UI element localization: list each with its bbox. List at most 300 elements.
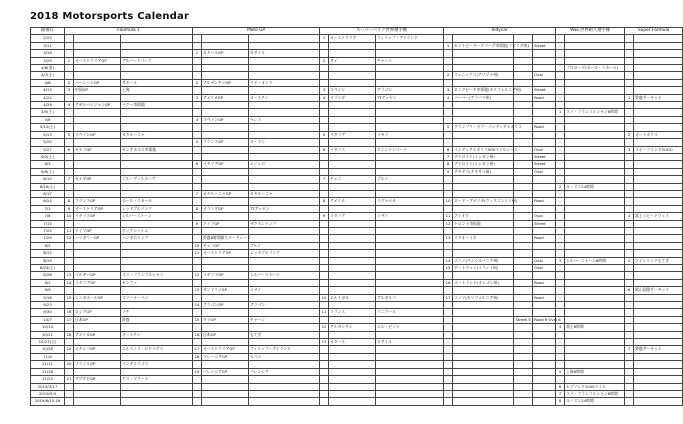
f1-round-cell bbox=[65, 72, 74, 79]
f1-circuit-cell bbox=[121, 242, 193, 249]
wec-race-cell bbox=[565, 376, 625, 383]
indycar-note-cell bbox=[514, 353, 533, 360]
f1-round-cell bbox=[65, 250, 74, 257]
sbk-country-cell bbox=[329, 331, 376, 338]
indycar-note-cell bbox=[514, 294, 533, 301]
f1-round-cell bbox=[65, 168, 74, 175]
date-cell: 3/25 bbox=[31, 57, 65, 64]
indycar-venue-cell bbox=[453, 272, 514, 279]
indycar-note-cell bbox=[514, 168, 533, 175]
indycar-note-cell bbox=[514, 302, 533, 309]
indycar-round-cell bbox=[444, 383, 453, 390]
sbk-circuit-cell: エル・ビジャ bbox=[376, 324, 444, 331]
indycar-round-cell bbox=[444, 205, 453, 212]
indycar-type-cell bbox=[533, 302, 556, 309]
table-row bbox=[31, 72, 683, 79]
indycar-round-cell bbox=[444, 131, 453, 138]
sf-circuit-cell: オートポリス bbox=[634, 131, 683, 138]
sbk-country-cell bbox=[329, 361, 376, 368]
indycar-round-cell: 8 bbox=[444, 161, 453, 168]
sbk-round-cell bbox=[320, 302, 329, 309]
wec-race-cell bbox=[565, 361, 625, 368]
f1-circuit-cell: バクー市街地 bbox=[121, 102, 193, 109]
indycar-round-cell bbox=[444, 139, 453, 146]
f1-gp-cell bbox=[74, 50, 121, 57]
sbk-circuit-cell bbox=[376, 50, 444, 57]
indycar-type-cell bbox=[533, 205, 556, 212]
wec-round-cell bbox=[556, 235, 565, 242]
sbk-circuit-cell: アラゴン bbox=[376, 87, 444, 94]
table-row bbox=[31, 309, 683, 316]
indycar-round-cell: 15 bbox=[444, 265, 453, 272]
indycar-type-cell: Road 6 Oval 6 bbox=[534, 316, 561, 322]
f1-gp-cell bbox=[74, 390, 121, 397]
sf-circuit-cell bbox=[634, 109, 683, 116]
indycar-venue-cell bbox=[453, 309, 514, 316]
motogp-gp-cell bbox=[202, 57, 249, 64]
wec-race-cell bbox=[565, 153, 625, 160]
wec-round-cell bbox=[556, 35, 565, 42]
motogp-round-cell bbox=[193, 279, 202, 286]
sbk-circuit-cell: ドニントンパーク bbox=[376, 146, 444, 153]
indycar-type-cell bbox=[533, 227, 556, 234]
sf-circuit-cell bbox=[634, 383, 683, 390]
indycar-note-cell bbox=[514, 65, 533, 72]
sf-circuit-cell: 富士スピードウェイ bbox=[634, 213, 683, 220]
motogp-circuit-cell bbox=[249, 102, 320, 109]
sbk-circuit-cell: フィリップ・アイランド bbox=[376, 35, 444, 42]
indycar-round-cell bbox=[444, 353, 453, 360]
date-cell: 9/2 bbox=[31, 279, 65, 286]
wec-round-cell bbox=[556, 79, 565, 86]
sbk-round-cell: 13 bbox=[320, 339, 329, 346]
f1-gp-cell: オーストラリアGP bbox=[74, 57, 121, 64]
sf-circuit-cell: 鈴鹿サーキット bbox=[634, 346, 683, 353]
table-row bbox=[31, 190, 683, 197]
sbk-round-cell: 8 bbox=[320, 198, 329, 205]
wec-race-cell bbox=[565, 331, 625, 338]
motogp-circuit-cell: ヘレス bbox=[249, 116, 320, 123]
indycar-venue-cell bbox=[453, 65, 514, 72]
indycar-note-cell bbox=[514, 57, 533, 64]
sf-circuit-cell bbox=[634, 309, 683, 316]
wec-race-cell bbox=[565, 316, 625, 323]
sf-round-cell bbox=[625, 161, 634, 168]
f1-circuit-cell: ポール・リカール bbox=[121, 198, 193, 205]
indycar-round-cell bbox=[444, 242, 453, 249]
date-cell: 2019/6/15-16 bbox=[31, 398, 65, 405]
motogp-round-cell: 4 bbox=[193, 116, 202, 123]
date-cell: 9/9 bbox=[31, 287, 65, 294]
wec-round-cell bbox=[556, 50, 565, 57]
motogp-round-cell bbox=[193, 131, 202, 138]
motogp-gp-cell: 日本GP bbox=[202, 331, 249, 338]
calendar-body bbox=[31, 35, 683, 405]
indycar-venue-cell bbox=[453, 205, 514, 212]
wec-round-cell bbox=[556, 168, 565, 175]
indycar-type-cell: Road bbox=[533, 198, 556, 205]
motogp-gp-cell bbox=[202, 42, 249, 49]
f1-circuit-cell bbox=[121, 109, 193, 116]
header-f1: Foumula 1 bbox=[65, 28, 193, 35]
sf-round-cell bbox=[625, 383, 634, 390]
wec-race-cell: 富士6時間 bbox=[565, 324, 625, 331]
sbk-country-cell: イタリア bbox=[329, 213, 376, 220]
table-row bbox=[31, 339, 683, 346]
sbk-circuit-cell: ミザノ bbox=[376, 213, 444, 220]
indycar-note-cell bbox=[514, 272, 533, 279]
f1-round-cell: 20 bbox=[65, 361, 74, 368]
indycar-type-cell: Oval bbox=[533, 257, 556, 264]
motogp-circuit-cell bbox=[249, 279, 320, 286]
f1-circuit-cell bbox=[121, 50, 193, 57]
f1-circuit-cell: 上海 bbox=[121, 87, 193, 94]
f1-round-cell: 7 bbox=[65, 176, 74, 183]
wec-round-cell bbox=[556, 198, 565, 205]
sbk-country-cell bbox=[329, 79, 376, 86]
sbk-country-cell bbox=[329, 124, 376, 131]
motogp-round-cell: 8 bbox=[193, 205, 202, 212]
f1-circuit-cell: ソチ bbox=[121, 309, 193, 316]
wec-round-cell bbox=[556, 265, 565, 272]
sbk-country-cell bbox=[329, 383, 376, 390]
sf-round-cell bbox=[625, 79, 634, 86]
f1-gp-cell bbox=[74, 42, 121, 49]
motogp-round-cell: 6 bbox=[193, 161, 202, 168]
date-cell: 4/29 bbox=[31, 102, 65, 109]
indycar-venue-cell bbox=[453, 324, 514, 331]
indycar-note-cell bbox=[514, 331, 533, 338]
motogp-gp-cell bbox=[202, 309, 249, 316]
sbk-round-cell bbox=[320, 235, 329, 242]
f1-circuit-cell bbox=[121, 168, 193, 175]
table-row bbox=[31, 102, 683, 109]
sbk-round-cell bbox=[320, 72, 329, 79]
table-row bbox=[31, 161, 683, 168]
motogp-circuit-cell: チャーン bbox=[249, 316, 320, 323]
table-row bbox=[31, 42, 683, 49]
f1-circuit-cell: スパ・フランコルシャン bbox=[121, 272, 193, 279]
f1-gp-cell: カナダGP bbox=[74, 176, 121, 183]
sbk-circuit-cell bbox=[376, 72, 444, 79]
sbk-round-cell bbox=[320, 265, 329, 272]
sbk-round-cell bbox=[320, 398, 329, 405]
motogp-circuit-cell bbox=[249, 383, 320, 390]
indycar-venue-cell bbox=[453, 176, 514, 183]
motogp-gp-cell bbox=[202, 227, 249, 234]
table-row bbox=[31, 205, 683, 212]
indycar-type-cell: Street bbox=[533, 87, 556, 94]
indycar-round-cell bbox=[444, 79, 453, 86]
indycar-note-cell bbox=[514, 368, 533, 375]
indycar-note-cell bbox=[514, 94, 533, 101]
motogp-circuit-cell bbox=[249, 324, 320, 331]
indycar-venue-cell bbox=[453, 227, 514, 234]
indycar-type-cell bbox=[533, 79, 556, 86]
sbk-country-cell bbox=[329, 227, 376, 234]
f1-circuit-cell bbox=[121, 42, 193, 49]
sbk-round-cell: 1 bbox=[320, 35, 329, 42]
sf-circuit-cell bbox=[634, 87, 683, 94]
motogp-gp-cell: フランスGP bbox=[202, 139, 249, 146]
wec-race-cell bbox=[565, 294, 625, 301]
wec-round-cell: 5 bbox=[556, 368, 565, 375]
sbk-country-cell bbox=[329, 368, 376, 375]
f1-gp-cell: フランスGP bbox=[74, 198, 121, 205]
wec-race-cell bbox=[565, 250, 625, 257]
sbk-round-cell bbox=[320, 153, 329, 160]
sf-circuit-cell bbox=[634, 398, 683, 405]
indycar-venue-cell: トロント市街地 bbox=[453, 220, 514, 227]
f1-round-cell: 9 bbox=[65, 205, 74, 212]
f1-gp-cell bbox=[74, 353, 121, 360]
motogp-gp-cell: カタルーニャGP bbox=[202, 190, 249, 197]
sbk-round-cell: 6 bbox=[320, 146, 329, 153]
sbk-circuit-cell bbox=[376, 250, 444, 257]
f1-gp-cell: イギリスGP bbox=[74, 213, 121, 220]
sf-round-cell: 1 bbox=[625, 94, 634, 101]
motogp-round-cell: 11 bbox=[193, 250, 202, 257]
date-cell: 10/7 bbox=[31, 316, 65, 323]
wec-race-cell: シルバーストーン6時間 bbox=[565, 257, 625, 264]
sbk-circuit-cell bbox=[376, 346, 444, 353]
f1-gp-cell bbox=[74, 190, 121, 197]
indycar-note-cell bbox=[514, 287, 533, 294]
motogp-round-cell bbox=[193, 227, 202, 234]
table-row bbox=[31, 250, 683, 257]
sf-round-cell bbox=[625, 316, 634, 323]
date-cell: 8/26 bbox=[31, 272, 65, 279]
motogp-gp-cell bbox=[202, 361, 249, 368]
f1-circuit-cell bbox=[121, 383, 193, 390]
wec-race-cell bbox=[565, 102, 625, 109]
wec-race-cell bbox=[565, 57, 625, 64]
motogp-gp-cell: オランダGP bbox=[202, 205, 249, 212]
motogp-circuit-cell bbox=[249, 294, 320, 301]
f1-circuit-cell bbox=[121, 65, 193, 72]
indycar-round-cell: 9 bbox=[444, 168, 453, 175]
motogp-round-cell bbox=[193, 57, 202, 64]
indycar-type-cell: Road bbox=[533, 235, 556, 242]
date-cell: 10/14 bbox=[31, 324, 65, 331]
wec-round-cell bbox=[556, 153, 565, 160]
f1-circuit-cell: インテルラゴス bbox=[121, 361, 193, 368]
motogp-circuit-cell bbox=[249, 109, 320, 116]
sbk-country-cell bbox=[329, 346, 376, 353]
sf-circuit-cell bbox=[634, 279, 683, 286]
wec-round-cell bbox=[556, 131, 565, 138]
f1-circuit-cell bbox=[121, 220, 193, 227]
indycar-note-cell bbox=[514, 131, 533, 138]
sbk-country-cell bbox=[329, 220, 376, 227]
indycar-type-cell: Road bbox=[533, 124, 556, 131]
motogp-round-cell: 18 bbox=[193, 353, 202, 360]
indycar-round-cell: 3 bbox=[444, 87, 453, 94]
f1-circuit-cell: マリーナ・ベイ bbox=[121, 294, 193, 301]
wec-round-cell bbox=[556, 87, 565, 94]
indycar-venue-cell: ロード・アメリカ(ウィスコンシン州) bbox=[454, 198, 518, 204]
motogp-circuit-cell: フィリップ・アイランド bbox=[249, 346, 320, 353]
wec-race-cell bbox=[565, 287, 625, 294]
f1-circuit-cell: ジル・ヴィルヌーヴ bbox=[121, 176, 193, 183]
sf-round-cell bbox=[625, 339, 634, 346]
f1-circuit-cell: 鈴鹿 bbox=[121, 316, 193, 323]
f1-round-cell: 1 bbox=[65, 57, 74, 64]
indycar-round-cell: 2 bbox=[444, 72, 453, 79]
table-row bbox=[31, 227, 683, 234]
sf-circuit-cell bbox=[634, 242, 683, 249]
wec-round-cell bbox=[556, 72, 565, 79]
indycar-venue-cell bbox=[453, 390, 514, 397]
sf-round-cell bbox=[625, 309, 634, 316]
sf-round-cell bbox=[625, 272, 634, 279]
date-cell: 2/25 bbox=[31, 35, 65, 42]
sf-circuit-cell bbox=[634, 153, 683, 160]
motogp-round-cell: 10 bbox=[193, 242, 202, 249]
f1-gp-cell: ブラジルGP bbox=[74, 361, 121, 368]
sf-round-cell: 6 bbox=[625, 287, 634, 294]
wec-race-cell: プロローグ(ポール・リカール) bbox=[565, 65, 625, 72]
sbk-country-cell bbox=[329, 390, 376, 397]
indycar-type-cell bbox=[533, 287, 556, 294]
f1-round-cell: 2 bbox=[65, 79, 74, 86]
sbk-circuit-cell bbox=[376, 124, 444, 131]
indycar-type-cell bbox=[533, 309, 556, 316]
sf-round-cell bbox=[625, 102, 634, 109]
sf-circuit-cell bbox=[634, 339, 683, 346]
sbk-country-cell: チェコ bbox=[329, 176, 376, 183]
f1-round-cell: 16 bbox=[65, 309, 74, 316]
sbk-round-cell bbox=[320, 205, 329, 212]
f1-gp-cell bbox=[74, 124, 121, 131]
date-cell: 10/28 bbox=[31, 346, 65, 353]
sf-round-cell bbox=[625, 390, 634, 397]
indycar-type-cell bbox=[533, 353, 556, 360]
date-cell: 6/3 bbox=[31, 161, 65, 168]
motogp-round-cell: 9 bbox=[193, 220, 202, 227]
indycar-round-cell bbox=[444, 190, 453, 197]
table-row bbox=[31, 294, 683, 301]
header-motogp: Moto GP bbox=[193, 28, 320, 35]
table-row bbox=[31, 57, 683, 64]
sbk-circuit-cell bbox=[376, 368, 444, 375]
sbk-country-cell bbox=[329, 153, 376, 160]
f1-gp-cell bbox=[74, 257, 121, 264]
indycar-round-cell bbox=[444, 324, 453, 331]
indycar-venue-cell: ゲートウェイ(イリノイ州) bbox=[453, 265, 514, 272]
f1-round-cell bbox=[65, 161, 74, 168]
f1-round-cell: 5 bbox=[65, 131, 74, 138]
indycar-round-cell bbox=[444, 35, 453, 42]
sbk-round-cell bbox=[320, 109, 329, 116]
f1-round-cell: 14 bbox=[65, 279, 74, 286]
wec-race-cell bbox=[565, 235, 625, 242]
f1-gp-cell bbox=[74, 161, 121, 168]
f1-gp-cell: 日本GP bbox=[74, 316, 121, 323]
motogp-round-cell: 16 bbox=[193, 331, 202, 338]
motogp-round-cell: 13 bbox=[193, 287, 202, 294]
sbk-country-cell bbox=[329, 302, 376, 309]
table-row bbox=[31, 368, 683, 375]
wec-round-cell bbox=[556, 102, 565, 109]
sf-circuit-cell bbox=[634, 176, 683, 183]
motogp-circuit-cell: オースチン bbox=[249, 94, 320, 101]
motogp-gp-cell bbox=[202, 183, 249, 190]
f1-gp-cell bbox=[74, 339, 121, 346]
indycar-type-cell: Road bbox=[533, 294, 556, 301]
motogp-round-cell bbox=[193, 213, 202, 220]
indycar-venue-cell: アイオワ bbox=[453, 213, 514, 220]
indycar-note-cell bbox=[514, 109, 533, 116]
f1-circuit-cell bbox=[121, 339, 193, 346]
date-cell: 11/18 bbox=[31, 368, 65, 375]
motogp-circuit-cell: ロサイル bbox=[249, 50, 320, 57]
f1-round-cell: 18 bbox=[65, 331, 74, 338]
indycar-round-cell bbox=[444, 183, 453, 190]
sf-circuit-cell bbox=[634, 190, 683, 197]
indycar-type-cell bbox=[533, 272, 556, 279]
sf-circuit-cell: スポーツランドSUGO bbox=[634, 146, 683, 153]
f1-circuit-cell: モンツァ bbox=[121, 279, 193, 286]
f1-round-cell: 15 bbox=[65, 294, 74, 301]
motogp-circuit-cell bbox=[249, 198, 320, 205]
f1-circuit-cell bbox=[121, 153, 193, 160]
indycar-note-cell bbox=[514, 376, 533, 383]
indycar-venue-cell bbox=[453, 102, 514, 109]
motogp-gp-cell: アルゼンチンGP bbox=[202, 79, 249, 86]
motogp-gp-cell bbox=[202, 383, 249, 390]
indycar-venue-cell bbox=[453, 79, 514, 86]
table-row bbox=[31, 183, 683, 190]
wec-round-cell bbox=[556, 279, 565, 286]
sf-round-cell bbox=[625, 35, 634, 42]
motogp-circuit-cell: ブルノ bbox=[249, 242, 320, 249]
wec-race-cell bbox=[565, 242, 625, 249]
f1-circuit-cell bbox=[121, 390, 193, 397]
calendar-table bbox=[30, 27, 683, 406]
indycar-round-cell bbox=[444, 390, 453, 397]
wec-race-cell bbox=[565, 309, 625, 316]
sbk-circuit-cell bbox=[376, 331, 444, 338]
sbk-country-cell bbox=[329, 102, 376, 109]
f1-round-cell bbox=[65, 183, 74, 190]
sbk-round-cell: 7 bbox=[320, 176, 329, 183]
wec-race-cell bbox=[565, 72, 625, 79]
indycar-type-cell: Street bbox=[533, 161, 556, 168]
sbk-round-cell bbox=[320, 42, 329, 49]
sbk-round-cell bbox=[320, 124, 329, 131]
sf-round-cell bbox=[625, 109, 634, 116]
motogp-circuit-cell: リオ・オンド bbox=[249, 79, 320, 86]
sbk-country-cell bbox=[329, 257, 376, 264]
sbk-round-cell bbox=[320, 220, 329, 227]
sbk-country-cell bbox=[329, 376, 376, 383]
indycar-note-cell bbox=[514, 250, 533, 257]
motogp-circuit-cell bbox=[249, 57, 320, 64]
sbk-round-cell bbox=[320, 183, 329, 190]
wec-round-cell bbox=[556, 213, 565, 220]
date-cell: 7/8 bbox=[31, 213, 65, 220]
wec-race-cell bbox=[565, 139, 625, 146]
indycar-venue-cell bbox=[453, 316, 514, 323]
sf-round-cell bbox=[625, 87, 634, 94]
sf-round-cell bbox=[625, 220, 634, 227]
sf-circuit-cell bbox=[634, 168, 683, 175]
f1-round-cell bbox=[65, 302, 74, 309]
wec-round-cell bbox=[556, 302, 565, 309]
wec-race-cell bbox=[565, 346, 625, 353]
date-cell: 10/27(土) bbox=[31, 339, 65, 346]
